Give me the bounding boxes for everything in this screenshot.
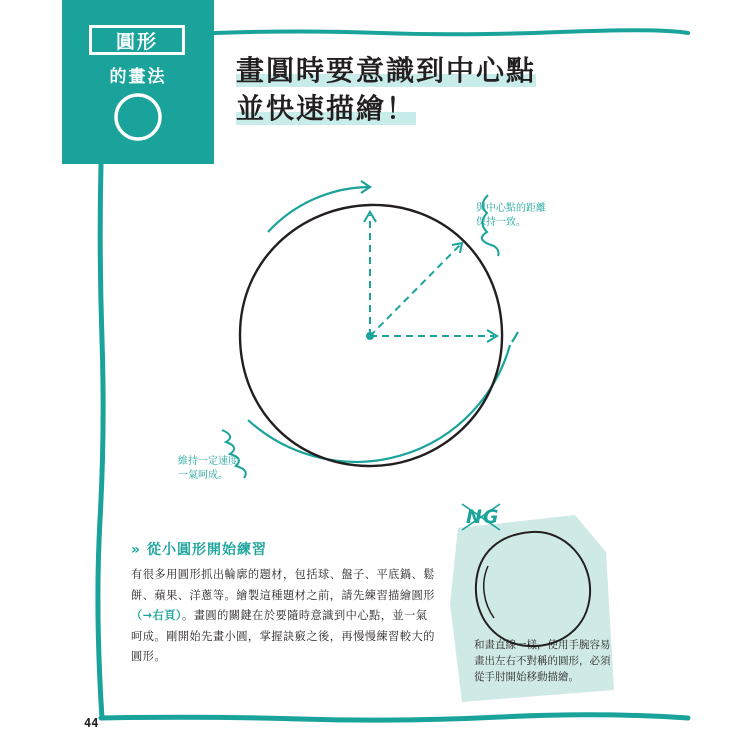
page-number: 44 bbox=[84, 716, 99, 730]
note-top-line-1: 與中心點的距離 bbox=[476, 203, 546, 214]
section-heading-text: 從小圓形開始練習 bbox=[147, 542, 268, 558]
note-top-line-2: 保持一致。 bbox=[476, 217, 526, 228]
note-left-line-2: 一氣呵成。 bbox=[178, 470, 228, 481]
headline-line-2: 並快速描繪！ bbox=[236, 92, 417, 125]
body-text-part-2: 。畫圓的關鍵在於要隨時意識到中心點，並一氣呵成。剛開始先畫小圓，掌握訣竅之後，再慢慢練習較大的圓形。 bbox=[131, 609, 435, 663]
page-reference-link: （→右頁） bbox=[131, 609, 183, 622]
note-left-line-1: 維持一定速度 bbox=[178, 456, 238, 467]
headline-line-1: 畫圓時要意識到中心點 bbox=[236, 54, 537, 87]
section-title: 圓形 bbox=[89, 25, 185, 55]
double-chevron-icon: » bbox=[131, 542, 142, 558]
section-subtitle: 的畫法 bbox=[109, 67, 167, 87]
body-text-part-1: 有很多用圓形抓出輪廓的題材，包括球、盤子、平底鍋、鬆餅、蘋果、洋蔥等。繪製這種題材之前，請先練習描繪圓形 bbox=[131, 568, 435, 602]
ng-label: NG bbox=[466, 506, 500, 528]
ng-caption: 和畫直線一樣，使用手腕容易畫出左右不對稱的圓形，必須從手肘開始移動描繪。 bbox=[474, 639, 611, 683]
